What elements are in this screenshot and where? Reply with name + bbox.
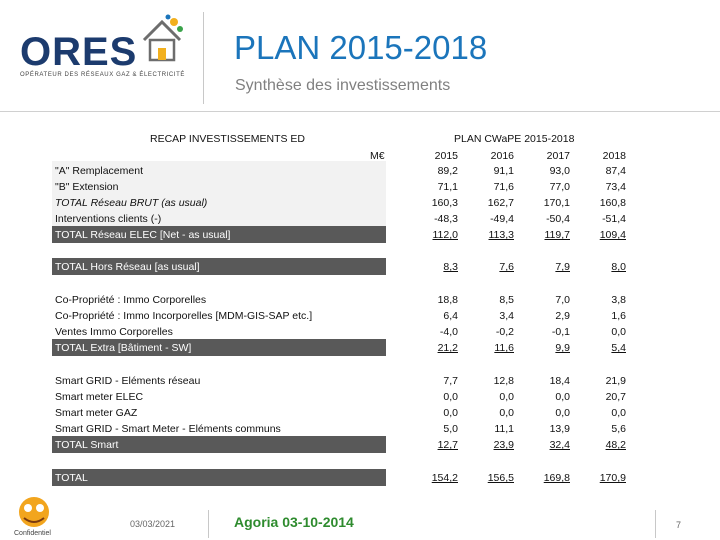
table-cell: -51,4 [602,213,626,225]
table-cell: 0,0 [611,326,626,338]
table-cell: 7,0 [555,294,570,306]
row-label: TOTAL Smart [55,439,119,451]
table-cell: 9,9 [555,342,570,354]
table-cell: 7,7 [443,375,458,387]
page-subtitle: Synthèse des investissements [235,77,451,94]
table-cell: 6,4 [443,310,458,322]
footer-divider-right [655,510,656,538]
table-cell: 21,9 [605,375,626,387]
row-label: TOTAL Hors Réseau [as usual] [55,261,200,273]
year-header: 2016 [490,150,514,162]
footer-divider-left [208,510,209,538]
header-rule [0,111,720,112]
table-cell: 23,9 [493,439,514,451]
table-cell: 162,7 [487,197,514,209]
table-cell: 160,8 [599,197,626,209]
table-cell: 0,0 [611,407,626,419]
table-cell: 32,4 [549,439,570,451]
table-cell: 0,0 [443,407,458,419]
page-title: PLAN 2015-2018 [234,29,488,66]
row-label: TOTAL Réseau ELEC [Net - as usual] [55,229,231,241]
table-cell: 89,2 [437,165,458,177]
page-number: 7 [676,520,682,530]
recap-heading: RECAP INVESTISSEMENTS ED [150,133,306,145]
row-label: Ventes Immo Corporelles [55,326,173,338]
table-cell: 0,0 [555,391,570,403]
row-label: Interventions clients (-) [55,213,162,225]
table-cell: -0,1 [551,326,570,338]
table-cell: 11,6 [494,342,514,354]
table-cell: 3,4 [499,310,514,322]
table-cell: -0,2 [495,326,514,338]
footer-event: Agoria 03-10-2014 [234,514,354,530]
table-cell: 8,3 [443,261,458,273]
table-cell: -49,4 [490,213,514,225]
row-label: TOTAL Extra [Bâtiment - SW] [55,342,192,354]
table-cell: 73,4 [605,181,626,193]
table-cell: 21,2 [437,342,458,354]
row-label: "A" Remplacement [55,165,143,177]
row-label: Smart GRID - Eléments réseau [55,375,201,387]
table-cell: 13,9 [549,423,570,435]
year-header: 2015 [434,150,458,162]
row-label: Co-Propriété : Immo Corporelles [55,294,207,306]
table-cell: 0,0 [499,391,514,403]
table-cell: 5,6 [611,423,626,435]
table-cell: 0,0 [443,391,458,403]
ores-house-logo-icon [138,14,186,64]
table-cell: 3,8 [611,294,626,306]
table-cell: 113,3 [488,229,514,241]
ores-logo-subtitle: OPÉRATEUR DES RÉSEAUX GAZ & ÉLECTRICITÉ [20,72,185,78]
table-cell: 0,0 [499,407,514,419]
table-cell: 7,6 [499,261,514,273]
table-cell: 71,1 [437,181,458,193]
table-cell: 11,1 [494,423,514,435]
table-cell: 48,2 [605,439,626,451]
table-cell: 91,1 [493,165,514,177]
table-cell: -50,4 [546,213,570,225]
table-cell: 170,9 [599,472,626,484]
table-cell: 77,0 [549,181,570,193]
row-label: Smart meter GAZ [55,407,138,419]
table-cell: 93,0 [549,165,570,177]
table-cell: 5,4 [611,342,626,354]
table-cell: 160,3 [431,197,458,209]
row-label: Smart GRID - Smart Meter - Eléments communs [55,423,281,435]
table-cell: 71,6 [493,181,514,193]
table-cell: 8,5 [499,294,514,306]
table-cell: -4,0 [439,326,458,338]
table-cell: 7,9 [555,261,570,273]
row-label: TOTAL [55,472,88,484]
row-label: TOTAL Réseau BRUT (as usual) [55,197,208,209]
row-label: "B" Extension [55,181,119,193]
row-label: Co-Propriété : Immo Incorporelles [MDM-GIS-SAP etc.] [55,310,313,322]
table-cell: 2,9 [555,310,570,322]
total-row-bar [52,469,386,486]
table-cell: 169,8 [543,472,570,484]
table-cell: 119,7 [544,229,570,241]
footer-date: 03/03/2021 [130,519,176,529]
table-cell: 18,4 [549,375,570,387]
row-label: Smart meter ELEC [55,391,144,403]
year-header: 2017 [546,150,570,162]
table-cell: 156,5 [487,472,514,484]
plan-heading: PLAN CWaPE 2015-2018 [454,133,575,145]
table-cell: 154,2 [431,472,458,484]
table-cell: 20,7 [605,391,626,403]
table-cell: 112,0 [432,229,458,241]
ores-logo-text: ORES [20,30,138,74]
table-cell: 1,6 [611,310,626,322]
table-cell: 8,0 [611,261,626,273]
table-cell: 0,0 [555,407,570,419]
table-cell: 12,7 [437,439,458,451]
table-cell: 12,8 [493,375,514,387]
confidentiel-label: Confidentiel [14,530,51,537]
table-cell: 5,0 [443,423,458,435]
table-cell: 87,4 [605,165,626,177]
year-header: 2018 [602,150,626,162]
table-cell: 170,1 [543,197,570,209]
header-divider [203,12,204,104]
unit-label: M€ [370,150,385,162]
table-cell: 109,4 [599,229,626,241]
table-cell: -48,3 [434,213,458,225]
table-cell: 18,8 [437,294,458,306]
